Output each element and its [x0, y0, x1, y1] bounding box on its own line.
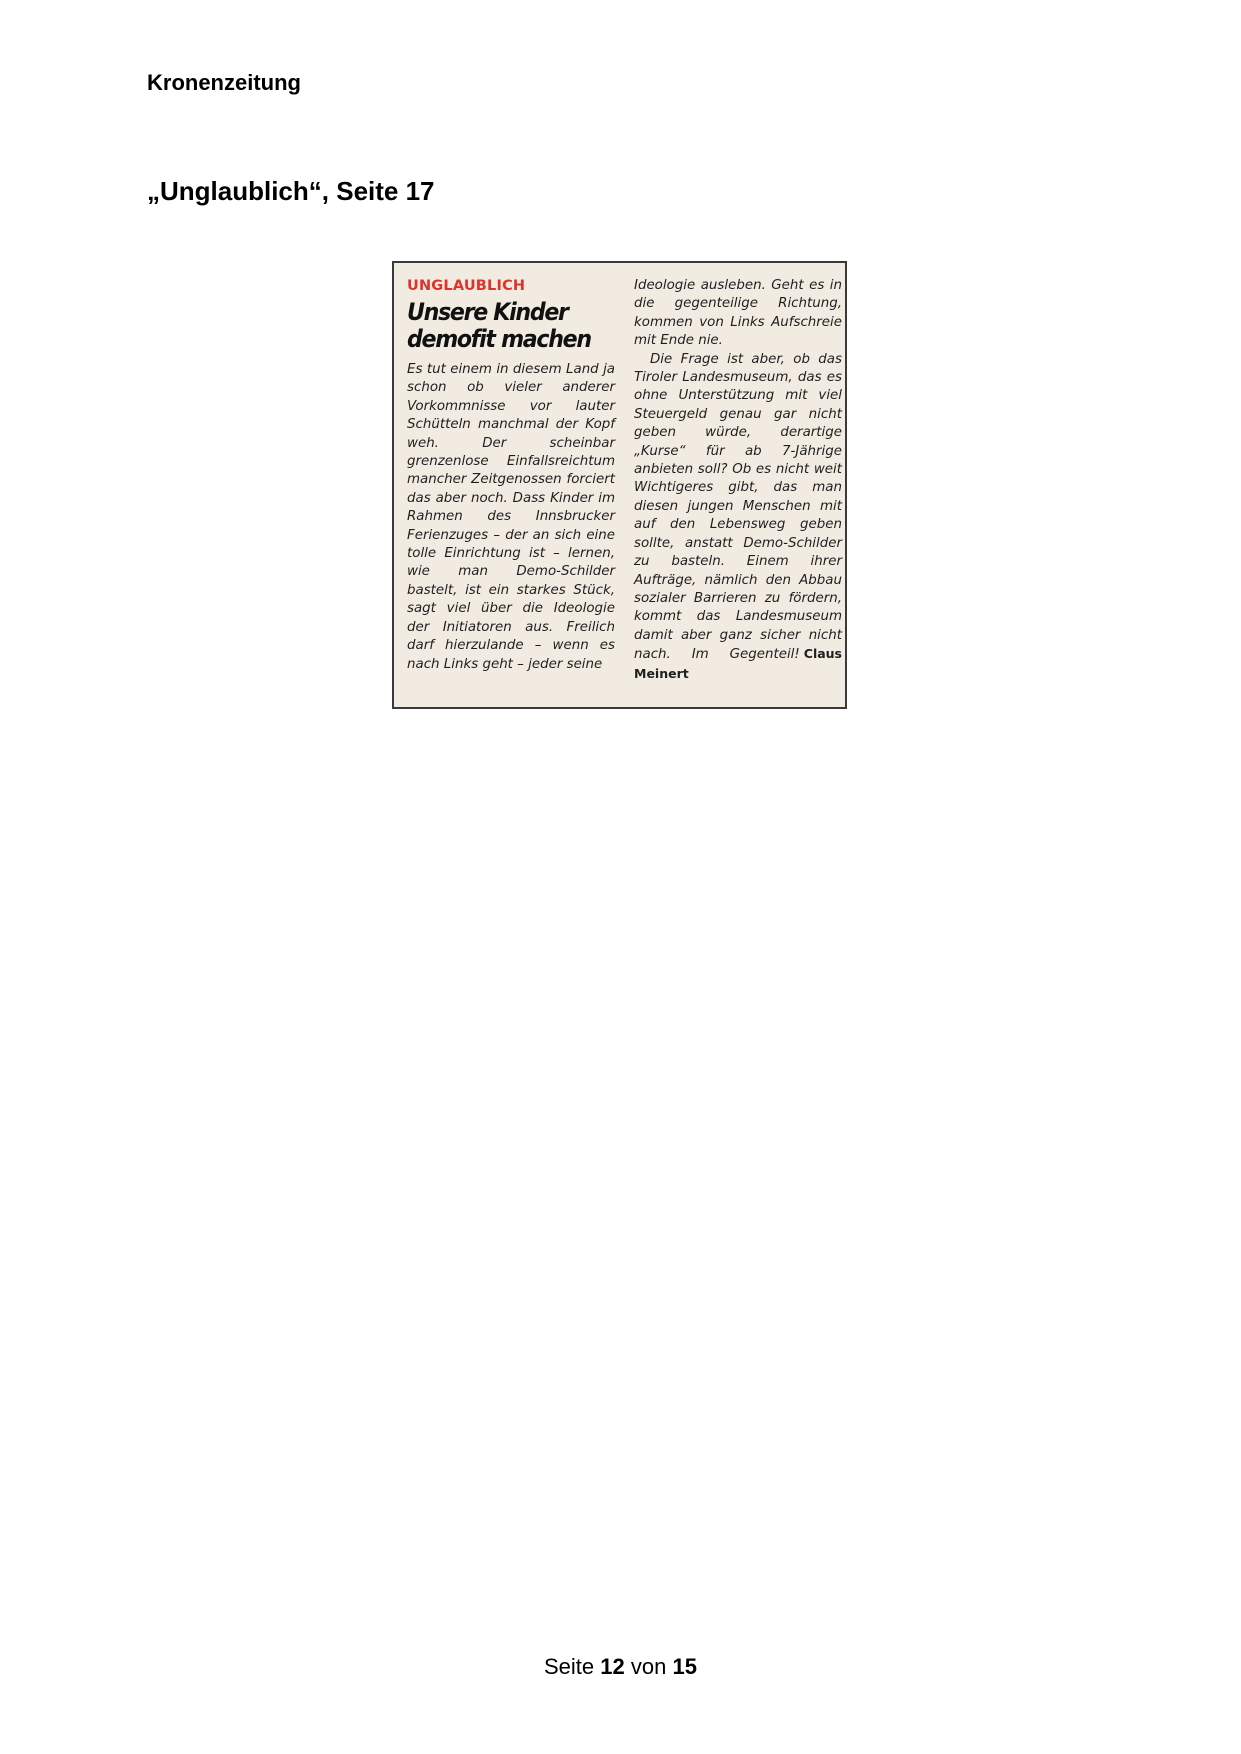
- footer-prefix: Seite: [544, 1654, 595, 1679]
- clipping-kicker: UNGLAUBLICH: [407, 278, 526, 294]
- document-source: Kronenzeitung: [147, 70, 301, 95]
- clipping-headline: [407, 299, 598, 353]
- clipping-column-left: [407, 277, 615, 674]
- article-paragraph-1-part-2: Ideologie ausleben. Geht es in die gegenteilige Richtung, kommen von Links Aufschreie mit Ende nie.: [634, 278, 842, 349]
- article-paragraph-2: [634, 351, 842, 684]
- footer-total-pages: 15: [672, 1654, 697, 1679]
- footer-current-page: 12: [600, 1654, 625, 1679]
- article-author: Claus Meinert: [634, 646, 842, 681]
- headline-line-2: demofit machen: [407, 325, 591, 353]
- document-title: „Unglaublich“, Seite 17: [147, 176, 435, 206]
- newspaper-clipping: [392, 261, 847, 709]
- clipping-column-right: [634, 277, 842, 684]
- page-footer: [0, 1656, 1241, 1678]
- headline-line-1: Unsere Kinder: [407, 298, 568, 326]
- article-paragraph-2-text: Die Frage ist aber, ob das Tiroler Landesmuseum, das es ohne Unterstützung mit viel Steuergeld genau gar nicht geben würde, derartige „Kurse“ für ab 7-Jährige anbieten soll? Ob es nicht weit Wichtigeres gibt, das man diesen jungen Menschen mit auf den Lebensweg geben sollte, anstatt Demo-Schilder zu basteln. Einem ihrer Aufträge, nämlich den Abbau sozialer Barrieren zu fördern, kommt das Landesmuseum damit aber ganz sicher nicht nach. Im Gegenteil!: [634, 351, 842, 663]
- footer-separator: von: [630, 1654, 667, 1679]
- article-paragraph-1-part-1: Es tut einem in diesem Land ja schon ob vieler anderer Vorkommnisse vor lauter Schütteln manchmal der Kopf weh. Der scheinbar grenzenlose Einfallsreichtum mancher Zeitgenossen forciert das aber noch. Dass Kinder im Rahmen des Innsbrucker Ferienzuges – der an sich eine tolle Einrichtung ist – lernen, wie man Demo-Schilder bastelt, ist ein starkes Stück, sagt viel über die Ideologie der Initiatoren aus. Freilich darf hierzulande – wenn es nach Links geht – jeder seine: [407, 362, 615, 672]
